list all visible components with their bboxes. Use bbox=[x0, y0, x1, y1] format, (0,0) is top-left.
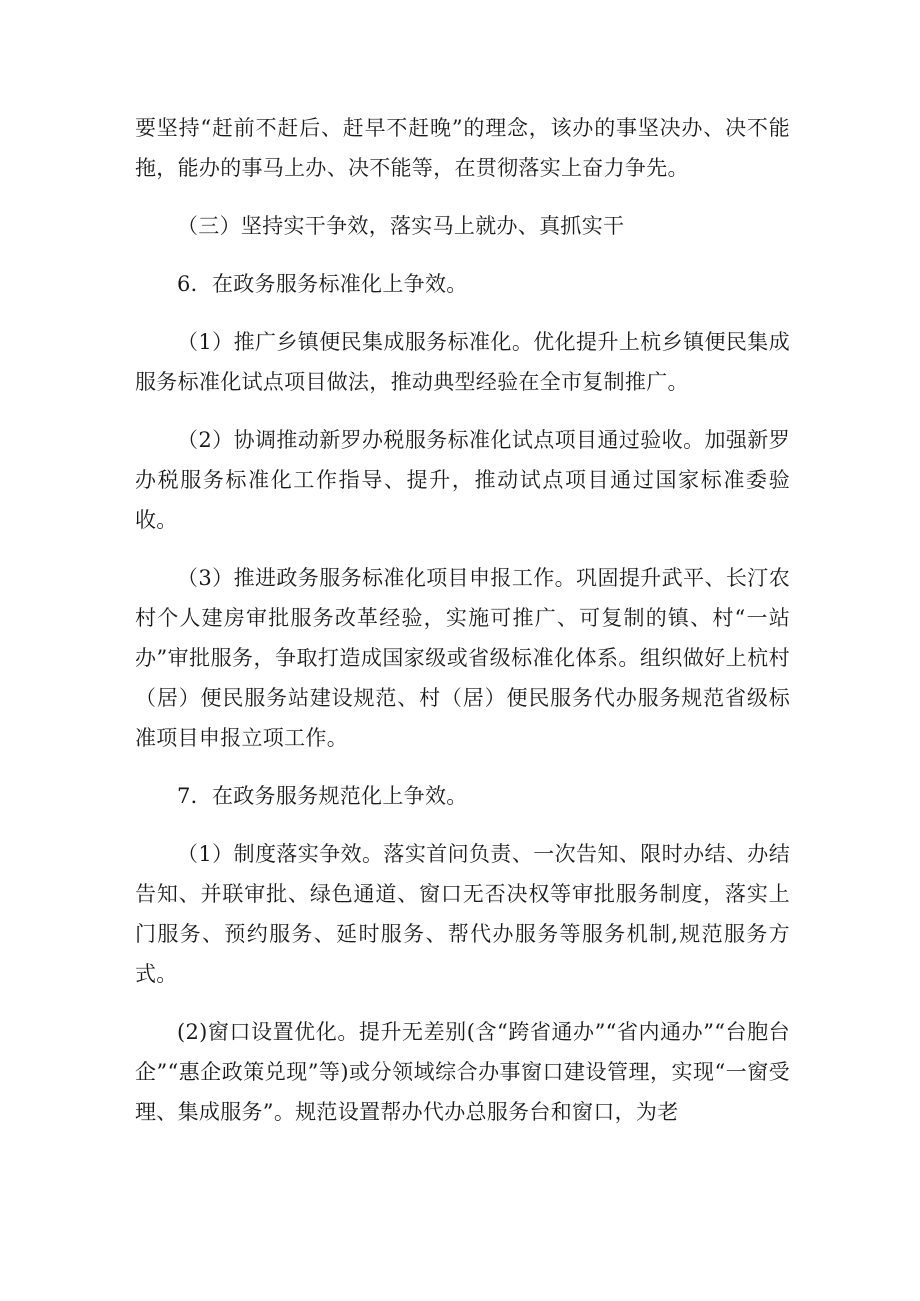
paragraph-7-2: (2)窗口设置优化。提升无差别(含“跨省通办”“省内通办”“台胞台企”“惠企政策兑现”等)或分领域综合办事窗口建设管理，实现“一窗受理、集成服务”。规范设置帮办代办总服务台和窗口，为老 bbox=[135, 1020, 790, 1124]
item-heading-7: 7．在政务服务规范化上争效。 bbox=[177, 784, 468, 808]
document-body bbox=[135, 108, 790, 1150]
paragraph-continuation: 要坚持“赶前不赶后、赶早不赶晚”的理念，该办的事坚决办、决不能拖，能办的事马上办、决不能等，在贯彻落实上奋力争先。 bbox=[135, 116, 790, 180]
paragraph-6-1: （1）推广乡镇便民集成服务标准化。优化提升上杭乡镇便民集成服务标准化试点项目做法，推动典型经验在全市复制推广。 bbox=[135, 330, 790, 394]
section-heading-3: （三）坚持实干争效，落实马上就办、真抓实干 bbox=[177, 214, 625, 238]
paragraph-6-2: （2）协调推动新罗办税服务标准化试点项目通过验收。加强新罗办税服务标准化工作指导、提升，推动试点项目通过国家标准委验收。 bbox=[135, 428, 790, 532]
paragraph-6-3: （3）推进政务服务标准化项目申报工作。巩固提升武平、长汀农村个人建房审批服务改革经验，实施可推广、可复制的镇、村“一站办”审批服务，争取打造成国家级或省级标准化体系。组织做好上杭村（居）便民服务站建设规范、村（居）便民服务代办服务规范省级标准项目申报立项工作。 bbox=[135, 566, 790, 750]
item-heading-6: 6．在政务服务标准化上争效。 bbox=[177, 272, 468, 296]
paragraph-7-1: （1）制度落实争效。落实首问负责、一次告知、限时办结、办结告知、并联审批、绿色通道、窗口无否决权等审批服务制度，落实上门服务、预约服务、延时服务、帮代办服务等服务机制,规范服务方式。 bbox=[135, 842, 790, 986]
